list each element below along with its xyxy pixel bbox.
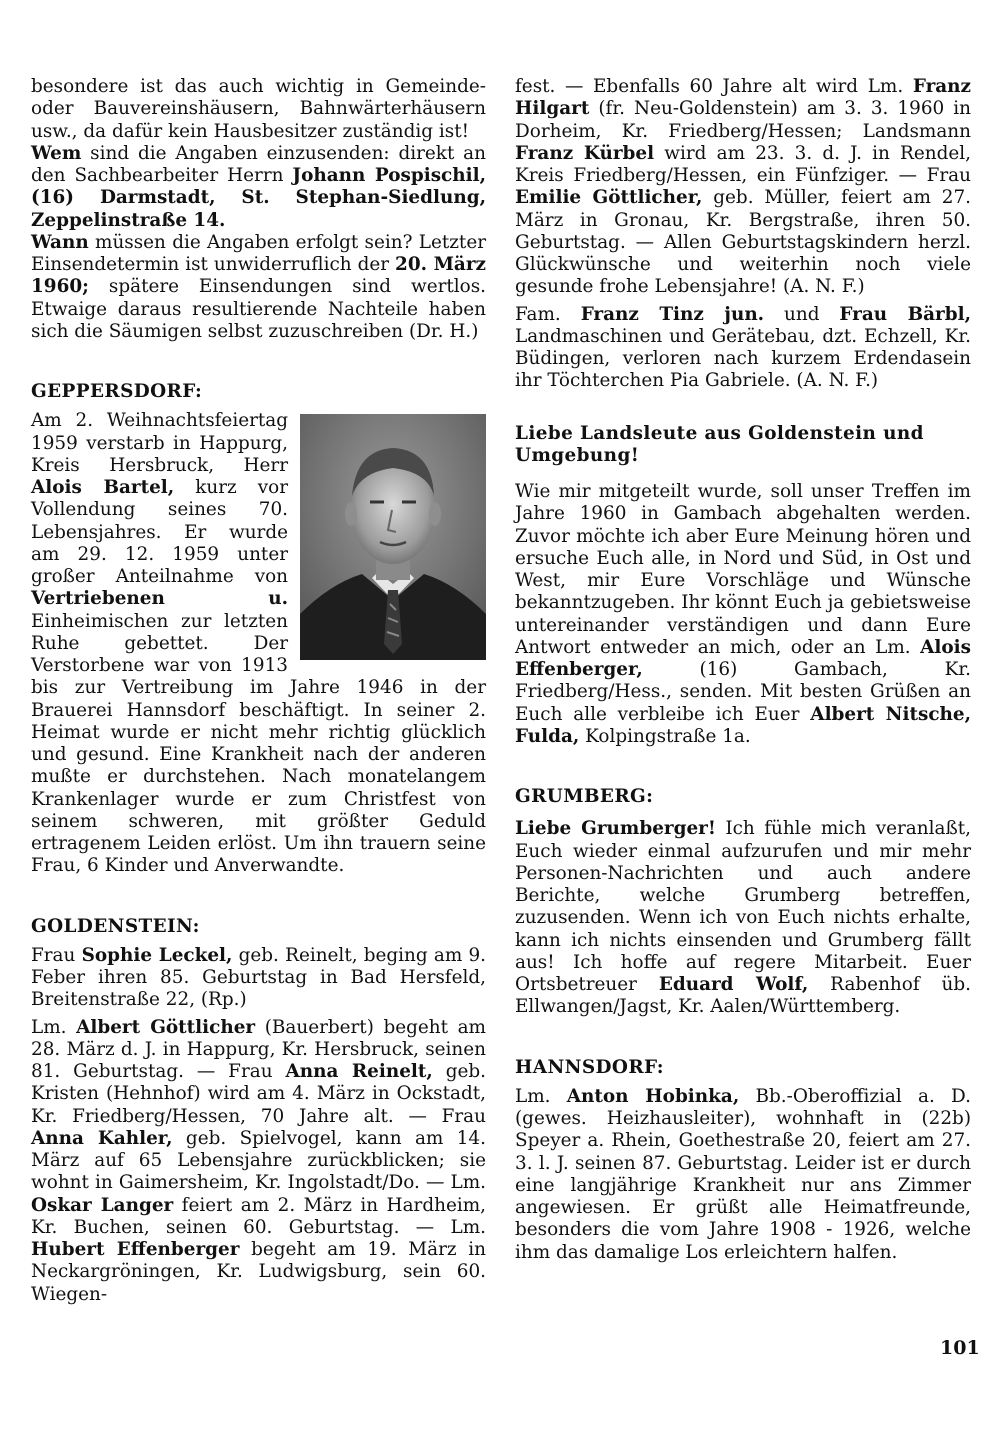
bold-text: Johann Pospischil, (16) Darmstadt, St. Stephan-Siedlung, Zeppelinstraße 14.	[31, 165, 487, 231]
bold-text: Anna Kahler,	[31, 1127, 173, 1149]
bold-text: Franz Kürbel	[515, 142, 655, 164]
hannsdorf-paragraph	[515, 1086, 971, 1264]
text: Bb.-Oberoffizial a. D. (gewes. Heizhausleiter), wohnhaft in (22b) Speyer a. Rhein, Goethestraße 20, feiert am 27. 3. l. J. seinen 87. Geburtstag. Leider ist er durch eine langjährige Krankheit nur ans Zimmer angewiesen. Er grüßt alle Heimatfreunde, besonders die vom Jahre 1908 - 1926, welche ihm das damalige Los erleichtern halfen.	[515, 1085, 971, 1263]
text: Kolpingstraße 1a.	[579, 725, 751, 747]
text: Am 2. Weihnachtsfeiertag 1959 verstarb in Happurg, Kreis Hersbruck, Herr	[31, 410, 288, 476]
bold-text: 20. März 1960;	[31, 254, 486, 298]
page-number: 101	[940, 1337, 980, 1359]
text: wird am 23. 3. d. J. in Rendel, Kreis Friedberg/Hessen, ein Fünfziger. — Frau	[515, 142, 971, 186]
text: (16) Gambach, Kr. Friedberg/Hess., senden. Mit besten Grüßen an Euch alle verbleibe ich Euer	[515, 659, 971, 725]
bold-text: Albert Göttlicher	[76, 1016, 256, 1038]
text: kurz vor Vollendung seines 70. Lebensjahres. Er wurde am 29. 12. 1959 unter großer Anteilnahme von	[31, 477, 289, 587]
text: sind die Angaben einzusenden: direkt an den Sachbearbeiter Herrn	[31, 142, 486, 186]
heading-geppersdorf: GEPPERSDORF:	[31, 381, 203, 402]
text: Wie mir mitgeteilt wurde, soll unser Treffen im Jahre 1960 in Gambach abgehalten werden. Zuvor möchte ich aber Eure Meinung hören und ersuche Euch alle, in Nord und Süd, in Ost und West, mir Eure Vorschläge und Wünsche bekanntzugeben. Ihr könnt Euch ja gebietsweise untereinander verständigen und dann Eure Antwort entweder an mich, oder an Lm.	[515, 481, 971, 658]
portrait-photo	[300, 414, 486, 660]
bold-text: Wem	[31, 142, 82, 164]
heading-goldenstein: GOLDENSTEIN:	[31, 915, 200, 937]
text: und	[764, 303, 840, 325]
text: Einheimischen zur letzten Ruhe gebettet. Der Verstorbene war von 1913 bis zur Vertreibung im Jahre 1946 in der Brauerei Hannsdorf beschäftigt. In seiner 2. Heimat wurde er nicht mehr richtig glücklich und gesund. Eine Krankheit nach der anderen mußte er durchstehen. Nach monatelangem Krankenlager wurde er zum Christfest von seinem schweren, mit größter Geduld ertragenem Leiden erlöst. Um ihn trauern seine Frau, 6 Kinder und Anverwandte.	[31, 610, 486, 877]
bold-text: Liebe Grumberger!	[515, 818, 716, 840]
intro-paragraph-1: besondere ist das auch wichtig in Gemeinde- oder Bauvereinshäusern, Bahnwärterhäusern usw., da dafür kein Hausbesitzer zuständig ist!	[31, 76, 486, 142]
text: geb. Spielvogel, kann am 14. März auf 65 Lebensjahre zurückblicken; sie wohnt in Gaimersheim, Kr. Ingolstadt/Do. — Lm.	[31, 1127, 486, 1194]
intro-paragraph-2	[31, 143, 486, 232]
text: Rabenhof üb. Ellwangen/Jagst, Kr. Aalen/Württemberg.	[515, 974, 971, 1018]
text: fest. — Ebenfalls 60 Jahre alt wird Lm.	[515, 76, 913, 97]
text: begeht am 19. März in Neckargröningen, Kr. Ludwigsburg, sein 60. Wiegen-	[31, 1239, 486, 1305]
bold-text: Eduard Wolf,	[658, 974, 809, 995]
text: Landmaschinen und Gerätebau, dzt. Echzell, Kr. Büdingen, verloren nach kurzem Erdendasein ihr Töchterchen Pia Gabriele. (A. N. F.)	[515, 325, 971, 392]
bold-text: Wann	[31, 231, 89, 253]
aufruf-paragraph	[515, 481, 971, 748]
text: feiert am 2. März in Hardheim, Kr. Buchen, seinen 60. Geburtstag. — Lm.	[31, 1194, 486, 1238]
text: (Bauerbert) begeht am 28. März d. J. in Happurg, Kr. Hersbruck, seinen 81. Geburtstag. — Frau	[31, 1016, 486, 1082]
geppersdorf-article	[31, 410, 486, 877]
text: geb. Müller, feiert am 27. März in Gronau, Kr. Bergstraße, ihren 50. Geburtstag. — Allen Geburtstagskindern herzl. Glückwünsche und weiterhin noch viele gesunde frohe Lebensjahre! (A. N. F.)	[515, 187, 972, 298]
bold-text: Franz Tinz jun.	[580, 303, 765, 325]
text: Lm.	[31, 1016, 77, 1038]
text: Lm.	[515, 1085, 567, 1107]
heading-grumberg: GRUMBERG:	[515, 786, 654, 807]
right-column	[515, 76, 971, 1264]
bold-text: Frau Bärbl,	[839, 303, 971, 325]
bold-text: Sophie Leckel,	[81, 944, 233, 966]
bold-text: Franz Hilgart	[515, 76, 971, 120]
text: geb. Reinelt, beging am 9. Feber ihren 85. Geburtstag in Bad Hersfeld, Breitenstraße 22, (Rp.)	[31, 944, 486, 1011]
bold-text: Anna Reinelt,	[285, 1061, 433, 1082]
text: müssen die Angaben erfolgt sein? Letzter Einsendetermin ist unwiderruflich der	[31, 231, 486, 275]
bold-text: Anton Hobinka,	[566, 1085, 740, 1107]
text: geb. Kristen (Hehnhof) wird am 4. März in Ockstadt, Kr. Friedberg/Hessen, 70 Jahre alt. — Frau	[31, 1061, 487, 1127]
text: Frau	[31, 944, 82, 966]
bold-text: Oskar Langer	[31, 1194, 174, 1216]
bold-text: Vertriebenen u.	[31, 588, 288, 610]
text: Fam.	[515, 303, 581, 325]
bold-text: Hubert Effenberger	[31, 1239, 240, 1260]
heading-landsleute: Liebe Landsleute aus Goldenstein und Umgebung!	[515, 422, 924, 466]
text: Ich fühle mich veranlaßt, Euch wieder einmal aufzurufen und mir mehr Personen-Nachrichten und auch andere Berichte, welche Grumberg betreffen, zuzusenden. Wenn ich von Euch nichts erhalte, kann ich nichts einsenden und Grumberg fällt aus! Ich hoffe auf regere Mitarbeit. Euer Ortsbetreuer	[515, 818, 971, 995]
left-column	[31, 76, 486, 1306]
goldenstein-paragraph-1	[31, 945, 486, 1012]
text: (fr. Neu-Goldenstein) am 3. 3. 1960 in Dorheim, Kr. Friedberg/Hessen; Landsmann	[515, 98, 971, 142]
goldenstein-paragraph-2	[31, 1017, 486, 1306]
heading-hannsdorf: HANNSDORF:	[515, 1056, 664, 1078]
intro-paragraph-3	[31, 232, 486, 343]
grumberg-paragraph	[515, 818, 971, 1018]
tinz-paragraph	[515, 304, 971, 393]
bold-text: Emilie Göttlicher,	[515, 187, 703, 209]
bold-text: Alois Bartel,	[31, 477, 175, 498]
text: spätere Einsendungen sind wertlos. Etwaige daraus resultierende Nachteile haben sich die Säumigen selbst zuzuschreiben (Dr. H.)	[31, 276, 486, 342]
bold-text: Alois Effenberger,	[515, 636, 971, 680]
goldenstein-continuation	[515, 76, 971, 299]
portrait-photo-image	[300, 414, 486, 660]
bold-text: Albert Nitsche, Fulda,	[515, 703, 971, 747]
